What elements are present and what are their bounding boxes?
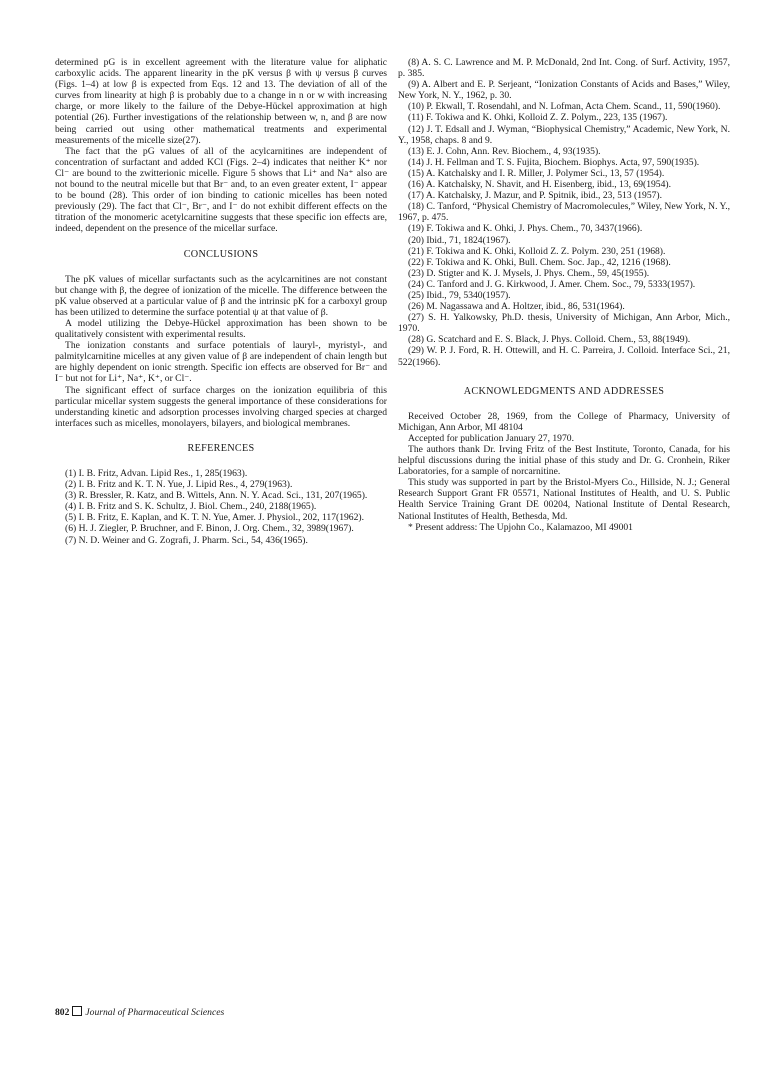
reference-item: (8) A. S. C. Lawrence and M. P. McDonald, 2nd Int. Cong. of Surf. Activity, 1957, p. 385. [398,57,730,80]
conclusions-heading: CONCLUSIONS [183,248,259,260]
reference-item: (4) I. B. Fritz and S. K. Schultz, J. Biol. Chem., 240, 2188(1965). [65,501,317,513]
conclusion-paragraph: The significant effect of surface charges on the ionization equilibria of this particular micellar system suggests the general importance of these considerations for understanding kinetic and adsorption processes involving charged species at charged interfaces such as micelles, monolayers, bilayers, and biological membranes. [55,384,387,429]
reference-item: (5) I. B. Fritz, E. Kaplan, and K. T. N. Yue, Amer. J. Physiol., 202, 117(1962). [65,512,364,524]
reference-item: (12) J. T. Edsall and J. Wyman, “Biophysical Chemistry,” Academic, New York, N. Y., 1958, chaps. 8 and 9. [398,123,730,146]
ack-paragraph: * Present address: The Upjohn Co., Kalamazoo, MI 49001 [408,521,633,533]
right-column [398,57,730,533]
reference-item: (11) F. Tokiwa and K. Ohki, Kolloid Z. Z. Polym., 223, 135 (1967). [408,112,668,124]
reference-item: (29) W. P. J. Ford, R. H. Ottewill, and H. C. Parreira, J. Colloid. Interface Sci., 21, 522(1966). [398,345,730,368]
reference-item: (28) G. Scatchard and E. S. Black, J. Phys. Colloid. Chem., 53, 88(1949). [408,334,691,346]
journal-name: Journal of Pharmaceutical Sciences [85,1007,225,1018]
reference-item: (9) A. Albert and E. P. Serjeant, “Ionization Constants of Acids and Bases,” Wiley, New York, N. Y., 1962, p. 30. [398,79,730,102]
conclusion-paragraph: A model utilizing the Debye-Hückel approximation has been shown to be qualitatively consistent with experimental results. [55,317,387,341]
reference-item: (19) F. Tokiwa and K. Ohki, J. Phys. Chem., 70, 3437(1966). [408,223,643,235]
reference-item: (15) A. Katchalsky and I. R. Miller, J. Polymer Sci., 13, 57 (1954). [408,167,665,179]
conclusion-paragraph: The pK values of micellar surfactants such as the acylcarnitines are not constant but change with β, the degree of ionization of the micelle. The difference between the pK value observed at a particular value of β and the intrinsic pK for a carboxyl group has been utilized to determine the surface potential ψ at that value of β. [55,273,387,318]
reference-item: (26) M. Nagassawa and A. Holtzer, ibid., 86, 531(1964). [408,301,625,313]
reference-item: (24) C. Tanford and J. G. Kirkwood, J. Amer. Chem. Soc., 79, 5333(1957). [408,278,696,290]
page-footer [55,1006,224,1018]
ack-paragraph: This study was supported in part by the Bristol-Myers Co., Hillside, N. J.; General Research Support Grant FR 05571, National Institutes of Health, and U. S. Public Health Service Training Grant DE 00204, National Institute of Dental Research, National Institutes of Health, Bethesda, Md. [398,477,730,522]
reference-item: (1) I. B. Fritz, Advan. Lipid Res., 1, 285(1963). [65,468,248,479]
reference-item: (17) A. Katchalsky, J. Mazur, and P. Spitnik, ibid., 23, 513 (1957). [408,190,663,202]
acknowledgments-heading: ACKNOWLEDGMENTS AND ADDRESSES [463,385,665,397]
reference-item: (22) F. Tokiwa and K. Ohki, Bull. Chem. Soc. Jap., 42, 1216 (1968). [408,256,671,268]
reference-item: (23) D. Stigter and K. J. Mysels, J. Phys. Chem., 59, 45(1955). [408,267,650,279]
reference-item: (25) Ibid., 79, 5340(1957). [408,289,511,301]
left-column [55,57,387,546]
page-number: 802 [55,1007,70,1018]
reference-item: (2) I. B. Fritz and K. T. N. Yue, J. Lipid Res., 4, 279(1963). [65,479,293,491]
reference-item: (14) J. H. Fellman and T. S. Fujita, Biochem. Biophys. Acta, 97, 590(1935). [408,156,700,168]
ack-paragraph: The authors thank Dr. Irving Fritz of the Best Institute, Toronto, Canada, for his helpful discussions during the initial phase of this study and Dr. G. Cronhein, Riker Laboratories, for a sample of norcarnitine. [398,444,730,478]
reference-item: (10) P. Ekwall, T. Rosendahl, and N. Lofman, Acta Chem. Scand., 11, 590(1960). [408,101,721,113]
ack-paragraph: Received October 28, 1969, from the College of Pharmacy, University of Michigan, Ann Arbor, MI 48104 [398,410,730,433]
reference-item: (3) R. Bressler, R. Katz, and B. Wittels, Ann. N. Y. Acad. Sci., 131, 207(1965). [65,490,368,502]
conclusion-paragraph: The ionization constants and surface potentials of lauryl-, myristyl-, and palmitylcarnitine micelles at any given value of β are independent of chain length but are highly dependent on ionic strength. Specific ion effects are observed for Br⁻ and I⁻ but not for Li⁺, Na⁺, K⁺, or Cl⁻. [55,340,387,385]
body-paragraph: determined pG is in excellent agreement with the literature value for aliphatic carboxylic acids. The apparent linearity in the pK versus β with ψ versus β curves (Figs. 1–4) at low β is expected from Eqs. 12 and 13. The deviation of all of the curves from linearity at high β is probably due to a change in n or w with increasing charge, or more likely to the failure of the Debye-Hückel approximation at high potential (26). Further investigations of the relationship between w, n, and β are now being carried out using other mathematical treatments and experimental measurements of the micelle size(27). [55,57,387,146]
reference-item: (7) N. D. Weiner and G. Zografi, J. Pharm. Sci., 54, 436(1965). [65,534,308,546]
reference-item: (13) E. J. Cohn, Ann. Rev. Biochem., 4, 93(1935). [408,145,601,157]
reference-item: (6) H. J. Ziegler, P. Bruchner, and F. Binon, J. Org. Chem., 32, 3989(1967). [65,523,354,535]
reference-item: (16) A. Katchalsky, N. Shavit, and H. Eisenberg, ibid., 13, 69(1954). [408,179,671,191]
ack-paragraph: Accepted for publication January 27, 1970. [408,432,574,444]
reference-item: (21) F. Tokiwa and K. Ohki, Kolloid Z. Z. Polym. 230, 251 (1968). [408,245,666,257]
body-paragraph: The fact that the pG values of all of the acylcarnitines are independent of concentration of surfactant and added KCl (Figs. 2–4) indicates that neither K⁺ nor Cl⁻ are bound to the zwitterionic micelle. Figure 5 shows that Li⁺ and Na⁺ also are not bound to the neutral micelle but that Br⁻ and, to an even greater extent, I⁻ appear to be bound (28). This order of ion binding to cationic micelles has been noted previously (29). The fact that Cl⁻, Br⁻, and I⁻ do not exhibit different effects on the titration of the monomeric acetylcarnitine suggests that these specific ion effects are, indeed, dependent on the presence of the micellar surface. [55,145,387,235]
square-bullet-icon [72,1006,82,1016]
references-heading: REFERENCES [187,442,255,454]
reference-item: (20) Ibid., 71, 1824(1967). [408,234,511,246]
reference-item: (18) C. Tanford, “Physical Chemistry of Macromolecules,” Wiley, New York, N. Y., 1967, p. 475. [398,201,730,224]
reference-item: (27) S. H. Yalkowsky, Ph.D. thesis, University of Michigan, Ann Arbor, Mich., 1970. [398,312,730,335]
